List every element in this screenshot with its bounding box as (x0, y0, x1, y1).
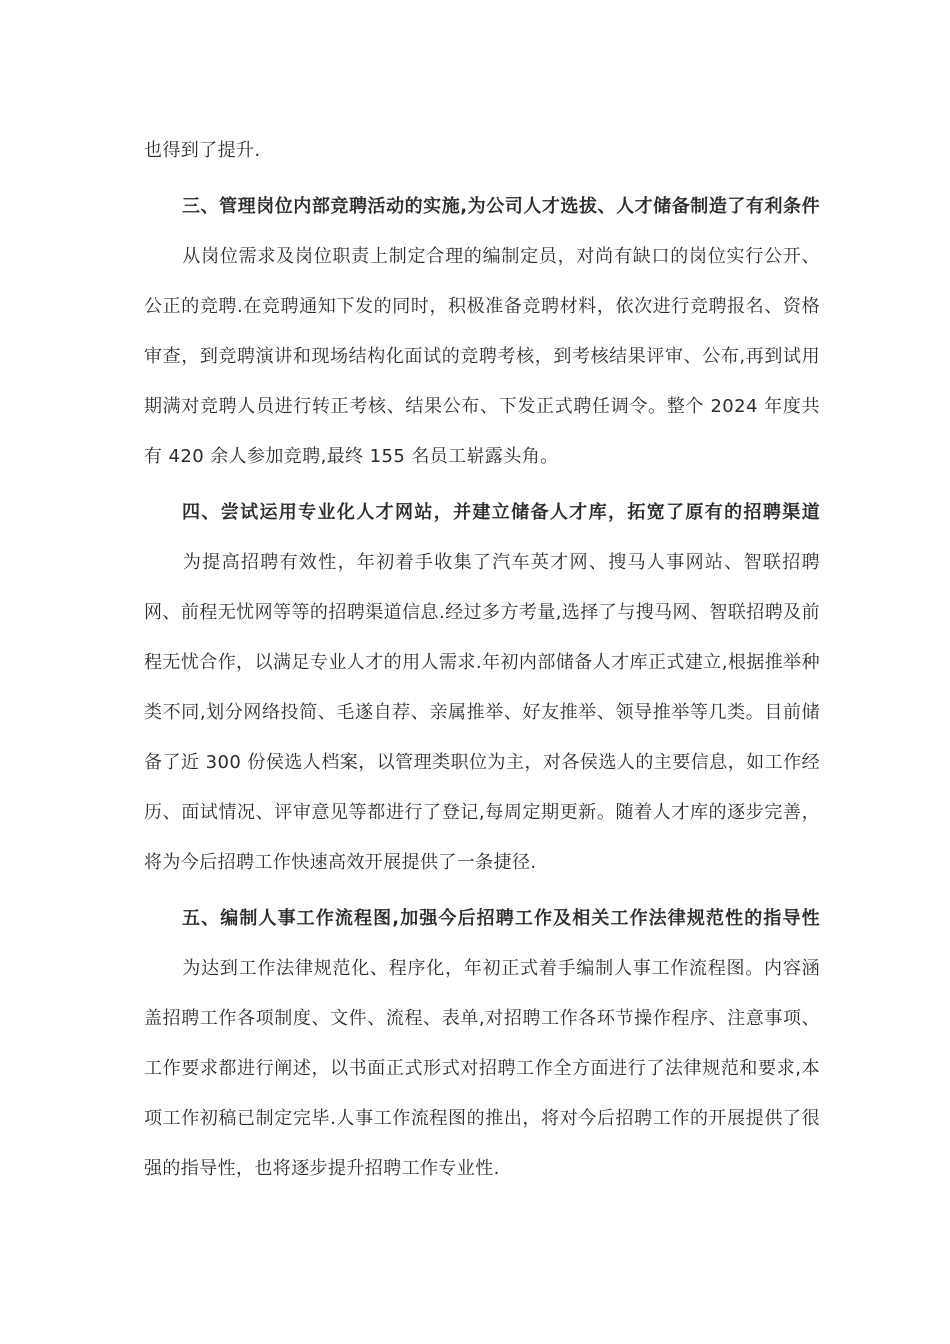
intro-tail-text: 也得到了提升. (144, 140, 261, 161)
section-four-heading: 四、尝试运用专业化人才网站，并建立储备人才库，拓宽了原有的招聘渠道 (182, 502, 820, 523)
section-three-heading: 三、管理岗位内部竞聘活动的实施,为公司人才选拔、人才储备制造了有利条件 (182, 196, 820, 217)
section-four-body: 为提高招聘有效性，年初着手收集了汽车英才网、搜马人事网站、智联招聘网、前程无忧网等等的招聘渠道信息.经过多方考量,选择了与搜马网、智联招聘及前程无忧合作，以满足专业人才的用人需求.年初内部储备人才库正式建立,根据推举种类不同,划分网络投简、毛遂自荐、亲属推举、好友推举、领导推举等几类。目前储备了近 300 份侯选人档案，以管理类职位为主，对各侯选人的主要信息，如工作经历、面试情况、评审意见等都进行了登记,每周定期更新。随着人才库的逐步完善，将为今后招聘工作快速高效开展提供了一条捷径. (144, 552, 820, 873)
section-three-body: 从岗位需求及岗位职责上制定合理的编制定员，对尚有缺口的岗位实行公开、公正的竞聘.在竞聘通知下发的同时，积极准备竞聘材料，依次进行竞聘报名、资格审查，到竞聘演讲和现场结构化面试的竞聘考核，到考核结果评审、公布,再到试用期满对竞聘人员进行转正考核、结果公布、下发正式聘任调令。整个 2024 年度共有 420 余人参加竞聘,最终 155 名员工崭露头角。 (144, 246, 820, 467)
section-five (144, 894, 820, 1194)
section-four (144, 488, 820, 888)
section-five-body: 为达到工作法律规范化、程序化，年初正式着手编制人事工作流程图。内容涵盖招聘工作各项制度、文件、流程、表单,对招聘工作各环节操作程序、注意事项、工作要求都进行阐述，以书面正式形式对招聘工作全方面进行了法律规范和要求,本项工作初稿已制定完毕.人事工作流程图的推出，将对今后招聘工作的开展提供了很强的指导性，也将逐步提升招聘工作专业性. (144, 958, 820, 1179)
section-five-heading: 五、编制人事工作流程图,加强今后招聘工作及相关工作法律规范性的指导性 (182, 908, 820, 929)
section-three (144, 182, 820, 482)
document-page (144, 126, 820, 1200)
